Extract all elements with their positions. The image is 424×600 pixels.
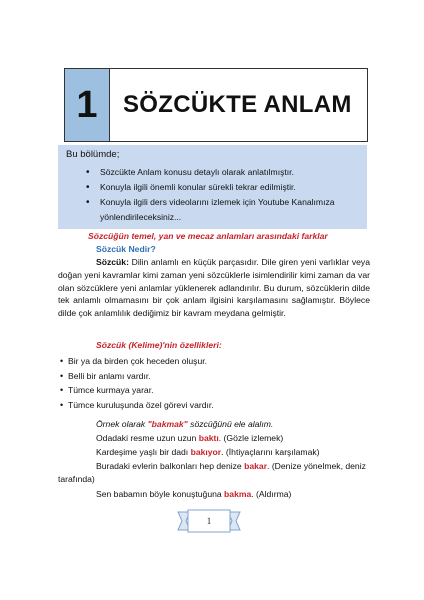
feature-item: • Bir ya da birden çok heceden oluşur. — [60, 354, 214, 369]
example-keyword: "bakmak" — [147, 419, 188, 429]
example-text: Sen babamın böyle konuştuğuna — [96, 489, 225, 499]
intro-list — [86, 165, 361, 225]
example-text: Odadaki resme uzun uzun — [96, 433, 199, 443]
example-highlight: bakıyor — [190, 447, 222, 457]
example-highlight: bakma — [224, 489, 252, 499]
section-heading-features: Sözcük (Kelime)'nin özellikleri: — [96, 340, 222, 350]
intro-item: • Sözcükte Anlam konusu detaylı olarak anlatılmıştır. — [86, 165, 361, 180]
example-line — [96, 488, 291, 501]
example-intro-text-end: sözcüğünü ele alalım. — [187, 419, 274, 429]
page-number-ribbon — [176, 508, 242, 534]
example-intro — [96, 418, 273, 431]
chapter-header — [64, 68, 368, 142]
example-intro-text: Örnek olarak — [96, 419, 148, 429]
definition-text: Dilin anlamlı en küçük parçasıdır. Dile giren yeni varlıklar veya doğan yeni kavramlar kimi zaman yeni sözcüklerle isimlendirilir kimi zaman da var olan sözcüklere yeni anlamlar yüklenerek adlandırılır. Bu durum, sözcüklerin dilde tek anlamlı olmamasını bir çok anlam ilgisini karşılamasını sağlamıştır. Böylece dilde çok anlamlılık dediğimiz bir kavram meydana gelmiştir. — [58, 257, 370, 319]
example-text: . (Aldırma) — [251, 489, 292, 499]
example-text: . (Gözle izlemek) — [218, 433, 284, 443]
intro-item: • Konuyla ilgili ders videolarını izlemek için Youtube Kanalımıza yönlendirileceksiniz... — [86, 195, 361, 225]
intro-item: • Konuyla ilgili önemli konular sürekli tekrar edilmiştir. — [86, 180, 361, 195]
example-highlight: bakar — [244, 461, 268, 471]
feature-item: • Tümce kurmaya yarar. — [60, 383, 214, 398]
intro-lead: Bu bölümde; — [66, 149, 120, 160]
page-number: 1 — [206, 516, 212, 526]
question-heading: Sözcük Nedir? — [96, 244, 156, 254]
example-text: . (İhtiyaçlarını karşılamak) — [221, 447, 320, 457]
chapter-title: SÖZCÜKTE ANLAM — [123, 91, 352, 118]
example-highlight: baktı — [198, 433, 219, 443]
features-list — [60, 354, 214, 412]
section-heading-meanings: Sözcüğün temel, yan ve mecaz anlamları arasındaki farklar — [88, 231, 328, 241]
example-line — [96, 446, 320, 459]
example-text: Buradaki evlerin balkonları hep denize — [96, 461, 245, 471]
example-text: Kardeşime yaşlı bir dadı — [96, 447, 191, 457]
definition-term: Sözcük: — [96, 257, 129, 267]
example-line — [58, 460, 370, 486]
chapter-number: 1 — [65, 69, 110, 141]
feature-item: • Tümce kuruluşunda özel görevi vardır. — [60, 398, 214, 413]
example-line — [96, 432, 283, 445]
intro-box — [58, 145, 367, 229]
example-text: . (Denize yönelmek, deniz tarafında) — [58, 461, 366, 484]
feature-item: • Belli bir anlamı vardır. — [60, 369, 214, 384]
definition-paragraph — [58, 256, 370, 320]
